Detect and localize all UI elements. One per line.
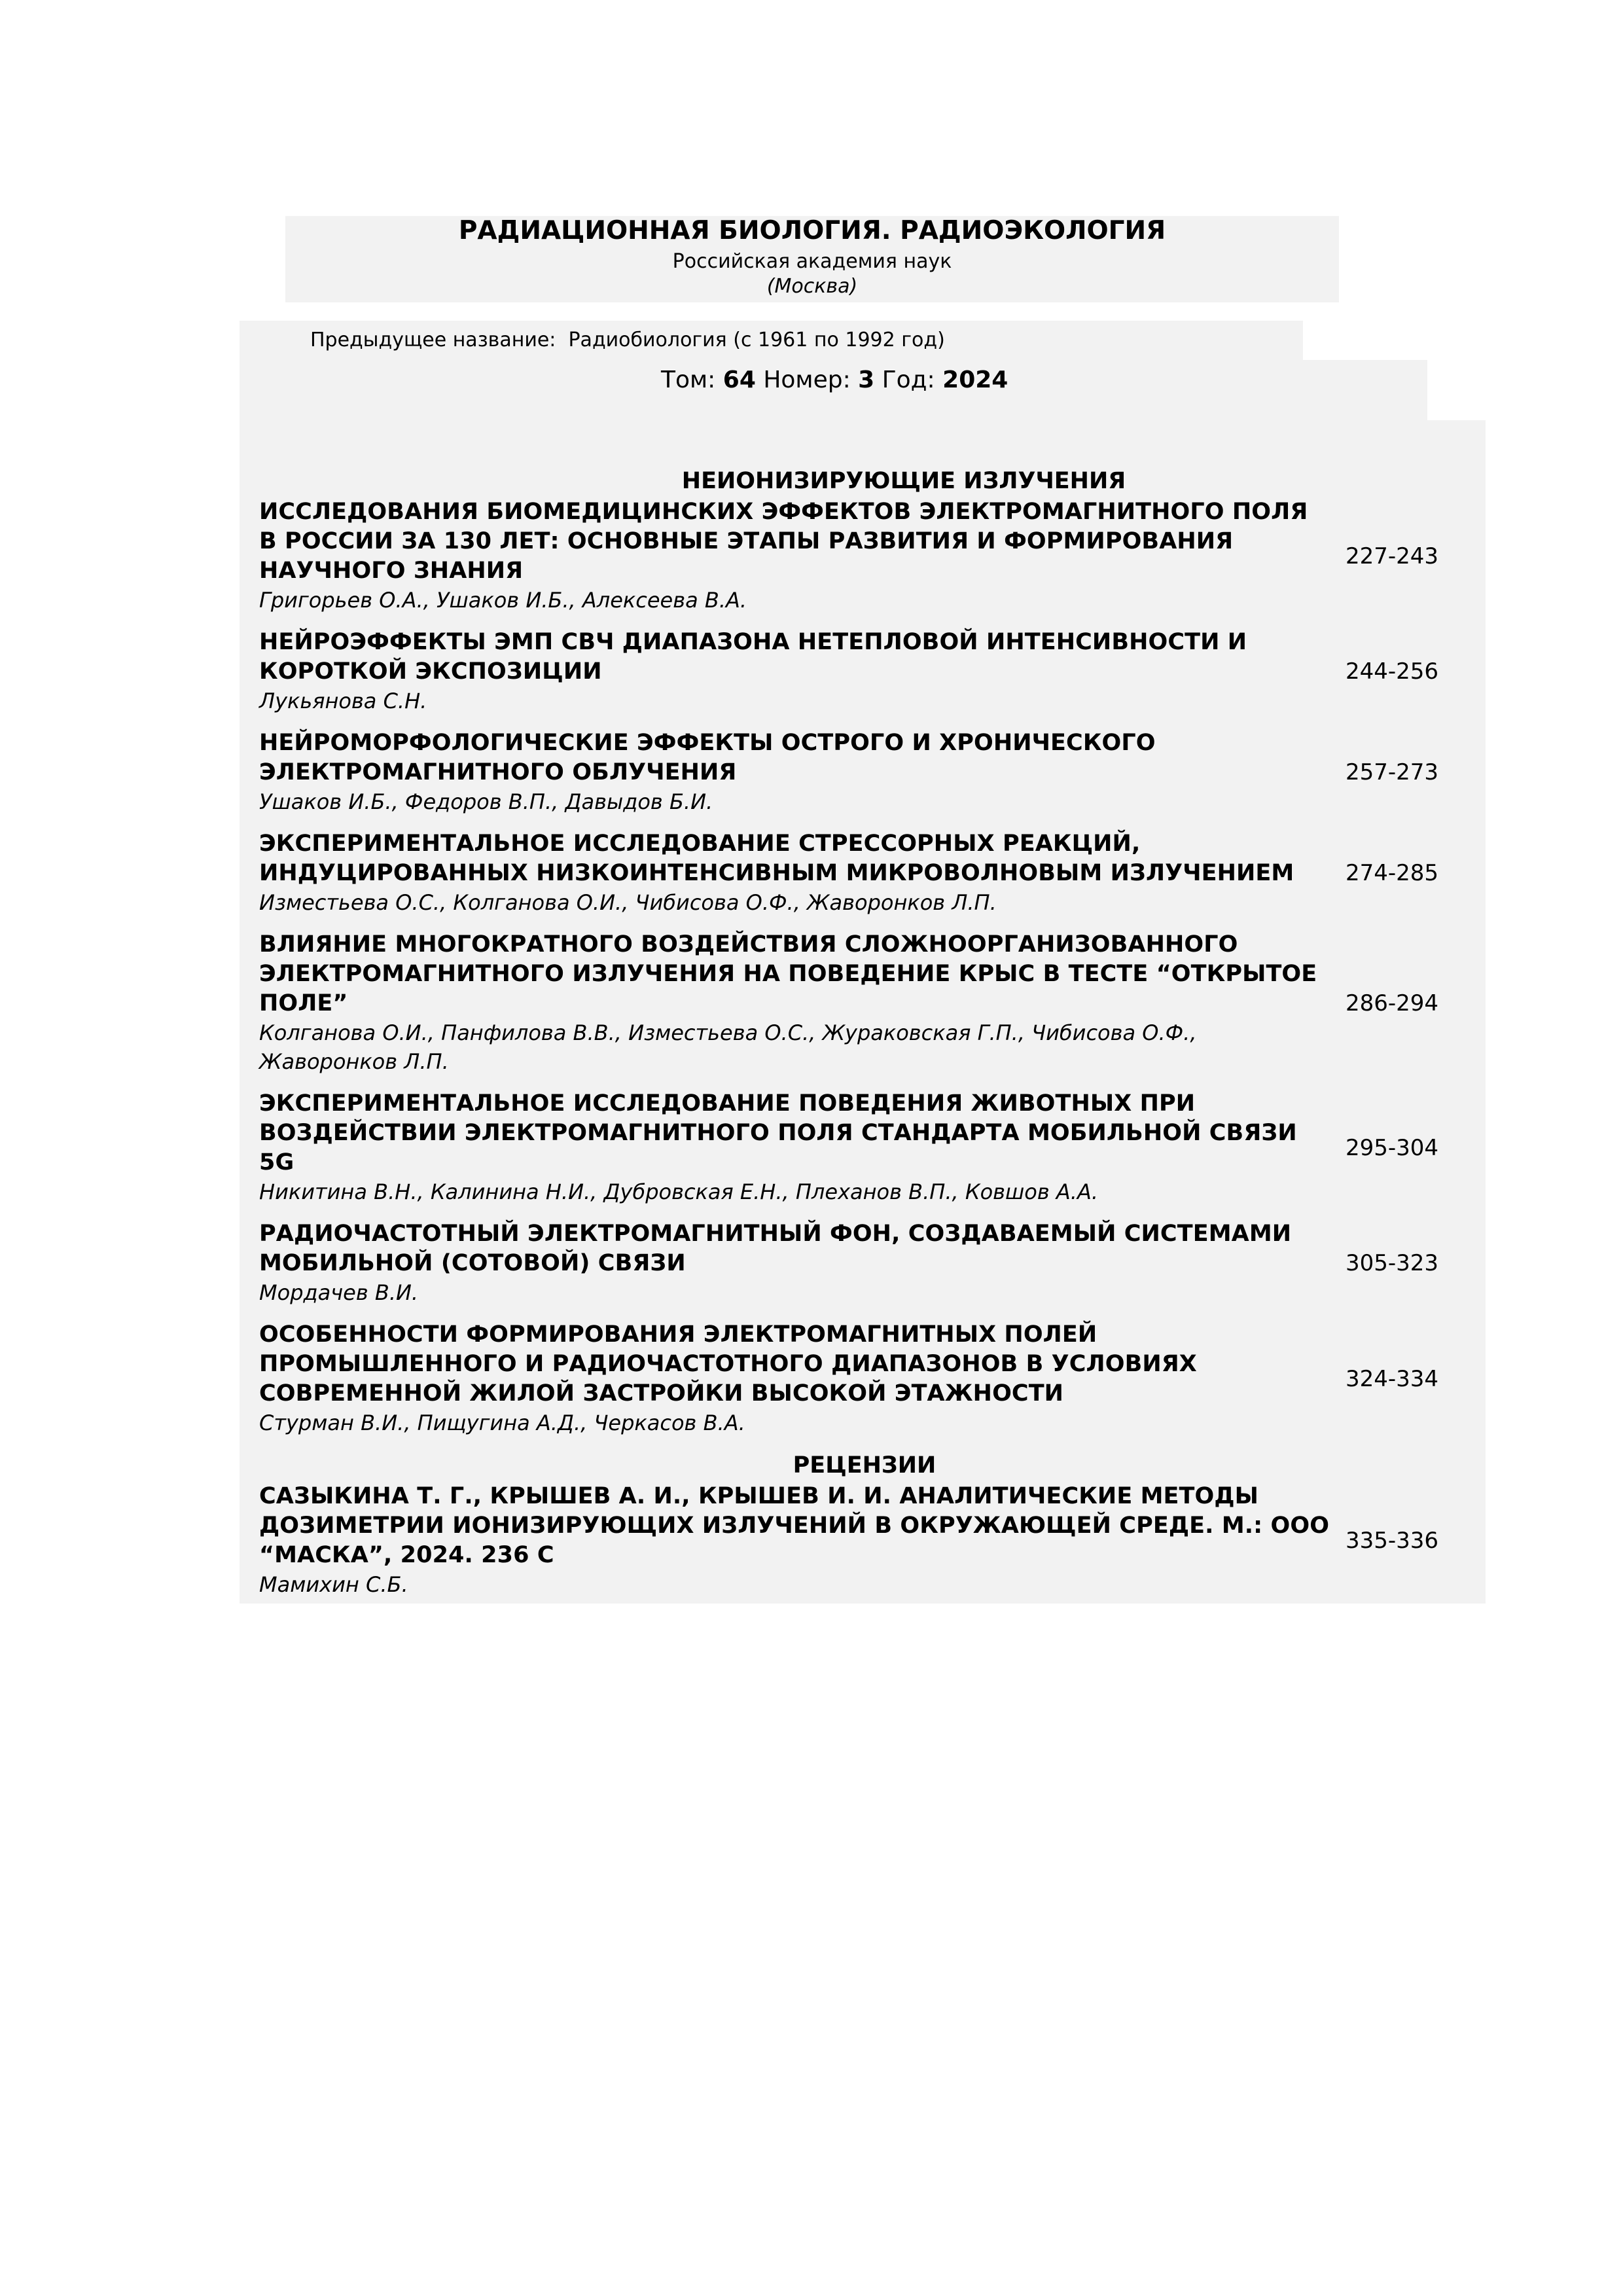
article-pages: 257-273 xyxy=(1346,759,1439,785)
article-authors[interactable]: Григорьев О.А., Ушаков И.Б., Алексеева В.А. xyxy=(259,588,747,613)
journal-title[interactable]: РАДИАЦИОННАЯ БИОЛОГИЯ. РАДИОЭКОЛОГИЯ xyxy=(458,216,1166,245)
article-title[interactable]: ОСОБЕННОСТИ ФОРМИРОВАНИЯ ЭЛЕКТРОМАГНИТНЫХ ПОЛЕЙ ПРОМЫШЛЕННОГО И РАДИОЧАСТОТНОГО ДИАПАЗОНОВ В УСЛОВИЯХ СОВРЕМЕННОЙ ЖИЛОЙ ЗАСТРОЙКИ ВЫСОКОЙ ЭТАЖНОСТИ xyxy=(259,1321,1197,1407)
article-entry[interactable] xyxy=(259,1482,1470,1599)
article-title[interactable]: ЭКСПЕРИМЕНТАЛЬНОЕ ИССЛЕДОВАНИЕ СТРЕССОРНЫХ РЕАКЦИЙ, ИНДУЦИРОВАННЫХ НИЗКОИНТЕНСИВНЫМ МИКРОВОЛНОВЫМ ИЗЛУЧЕНИЕМ xyxy=(259,831,1294,886)
article-title[interactable]: ЭКСПЕРИМЕНТАЛЬНОЕ ИССЛЕДОВАНИЕ ПОВЕДЕНИЯ ЖИВОТНЫХ ПРИ ВОЗДЕЙСТВИИ ЭЛЕКТРОМАГНИТНОГО ПОЛЯ СТАНДАРТА МОБИЛЬНОЙ СВЯЗИ 5G xyxy=(259,1090,1297,1175)
previous-name-line xyxy=(310,329,945,351)
article-authors[interactable]: Мамихин С.Б. xyxy=(259,1572,408,1597)
issue-info xyxy=(661,367,1008,393)
volume-value[interactable]: 64 xyxy=(722,367,756,393)
article-pages: 227-243 xyxy=(1346,543,1439,569)
number-value[interactable]: 3 xyxy=(858,367,875,393)
article-entry[interactable] xyxy=(259,930,1470,1076)
publisher: Российская академия наук xyxy=(672,250,952,273)
article-authors[interactable]: Изместьева О.С., Колганова О.И., Чибисова О.Ф., Жаворонков Л.П. xyxy=(259,890,997,915)
table-of-contents xyxy=(259,466,1470,1612)
volume-label: Том: xyxy=(661,367,716,393)
publisher-city: (Москва) xyxy=(766,275,858,298)
article-entry[interactable] xyxy=(259,1089,1470,1206)
article-entry[interactable] xyxy=(259,1320,1470,1437)
article-pages: 335-336 xyxy=(1346,1527,1439,1554)
previous-name-label: Предыдущее название: xyxy=(310,329,556,351)
article-title[interactable]: НЕЙРОЭФФЕКТЫ ЭМП СВЧ ДИАПАЗОНА НЕТЕПЛОВОЙ ИНТЕНСИВНОСТИ И КОРОТКОЙ ЭКСПОЗИЦИИ xyxy=(259,629,1247,685)
article-authors[interactable]: Никитина В.Н., Калинина Н.И., Дубровская Е.Н., Плеханов В.П., Ковшов А.А. xyxy=(259,1179,1099,1204)
year-label: Год: xyxy=(882,367,935,393)
article-pages: 305-323 xyxy=(1346,1250,1439,1276)
article-authors[interactable]: Ушаков И.Б., Федоров В.П., Давыдов Б.И. xyxy=(259,789,713,814)
article-authors[interactable]: Колганова О.И., Панфилова В.В., Изместьева О.С., Жураковская Г.П., Чибисова О.Ф., Жаворонков Л.П. xyxy=(259,1020,1197,1074)
article-title[interactable]: САЗЫКИНА Т. Г., КРЫШЕВ А. И., КРЫШЕВ И. И. АНАЛИТИЧЕСКИЕ МЕТОДЫ ДОЗИМЕТРИИ ИОНИЗИРУЮЩИХ ИЗЛУЧЕНИЙ В ОКРУЖАЮЩЕЙ СРЕДЕ. М.: ООО “МАСКА”, 2024. 236 С xyxy=(259,1483,1330,1568)
article-entry[interactable] xyxy=(259,728,1470,816)
article-entry[interactable] xyxy=(259,497,1470,615)
section-heading: НЕИОНИЗИРУЮЩИЕ ИЗЛУЧЕНИЯ xyxy=(681,468,1126,494)
article-title[interactable]: ИССЛЕДОВАНИЯ БИОМЕДИЦИНСКИХ ЭФФЕКТОВ ЭЛЕКТРОМАГНИТНОГО ПОЛЯ В РОССИИ ЗА 130 ЛЕТ: ОСНОВНЫЕ ЭТАПЫ РАЗВИТИЯ И ФОРМИРОВАНИЯ НАУЧНОГО ЗНАНИЯ xyxy=(259,499,1308,584)
year-value[interactable]: 2024 xyxy=(942,367,1008,393)
article-pages: 286-294 xyxy=(1346,990,1439,1016)
previous-name-value: Радиобиология (с 1961 по 1992 год) xyxy=(568,329,945,351)
article-pages: 295-304 xyxy=(1346,1134,1439,1161)
number-label: Номер: xyxy=(763,367,851,393)
article-pages: 244-256 xyxy=(1346,658,1439,685)
article-title[interactable]: ВЛИЯНИЕ МНОГОКРАТНОГО ВОЗДЕЙСТВИЯ СЛОЖНООРГАНИЗОВАННОГО ЭЛЕКТРОМАГНИТНОГО ИЗЛУЧЕНИЯ НА ПОВЕДЕНИЕ КРЫС В ТЕСТЕ “ОТКРЫТОЕ ПОЛЕ” xyxy=(259,931,1317,1016)
article-authors[interactable]: Мордачев В.И. xyxy=(259,1280,419,1305)
article-pages: 324-334 xyxy=(1346,1365,1439,1392)
article-pages: 274-285 xyxy=(1346,860,1439,886)
article-entry[interactable] xyxy=(259,829,1470,917)
article-title[interactable]: НЕЙРОМОРФОЛОГИЧЕСКИЕ ЭФФЕКТЫ ОСТРОГО И ХРОНИЧЕСКОГО ЭЛЕКТРОМАГНИТНОГО ОБЛУЧЕНИЯ xyxy=(259,730,1156,785)
article-entry[interactable] xyxy=(259,628,1470,715)
article-authors[interactable]: Стурман В.И., Пищугина А.Д., Черкасов В.А. xyxy=(259,1410,745,1435)
article-entry[interactable] xyxy=(259,1219,1470,1307)
article-title[interactable]: РАДИОЧАСТОТНЫЙ ЭЛЕКТРОМАГНИТНЫЙ ФОН, СОЗДАВАЕМЫЙ СИСТЕМАМИ МОБИЛЬНОЙ (СОТОВОЙ) СВЯЗИ xyxy=(259,1221,1292,1276)
section-heading: РЕЦЕНЗИИ xyxy=(793,1452,936,1479)
article-authors[interactable]: Лукьянова С.Н. xyxy=(259,689,427,713)
